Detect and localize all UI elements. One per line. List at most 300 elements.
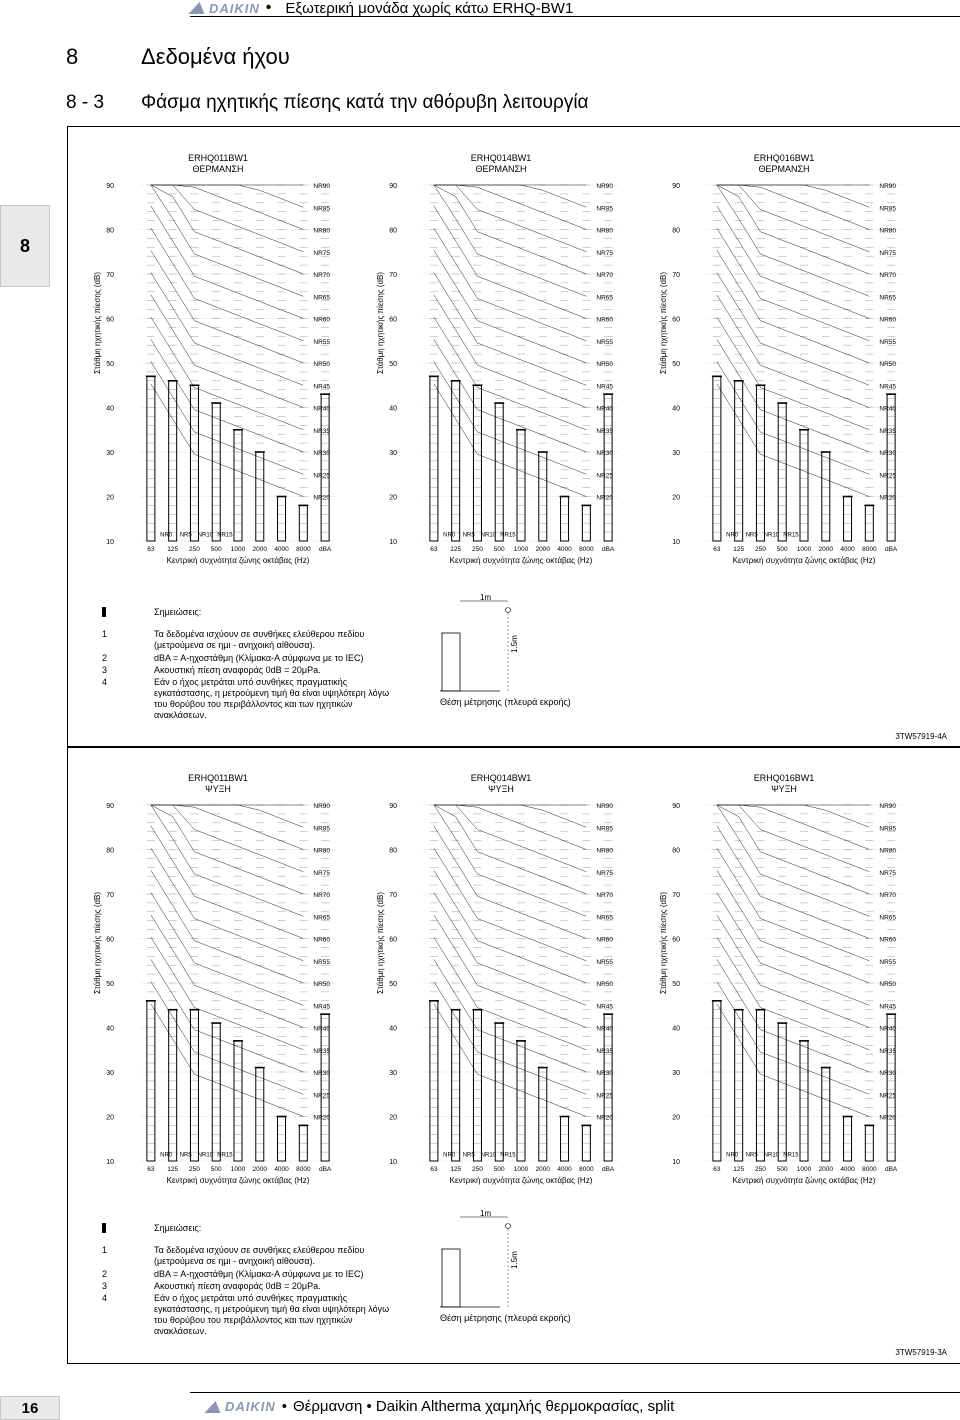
x-axis-label: Κεντρική συχνότητα ζώνης οκτάβας (Hz) bbox=[732, 1176, 876, 1185]
cooling-panel bbox=[67, 746, 960, 1364]
x-tick-label: 500 bbox=[210, 546, 222, 553]
notes-block bbox=[102, 1223, 390, 1343]
bar bbox=[778, 1023, 786, 1161]
nr-label: NR55 bbox=[313, 958, 330, 966]
note-number: 3 bbox=[102, 665, 108, 675]
bar bbox=[430, 376, 438, 541]
nr-curve bbox=[434, 185, 586, 296]
x-tick-label: 125 bbox=[167, 1166, 179, 1173]
nr-label: NR50 bbox=[596, 981, 613, 988]
diagram-caption: Θέση μέτρησης (πλευρά εκροής) bbox=[440, 1313, 571, 1323]
nr-curve bbox=[151, 805, 303, 916]
heating-panel bbox=[67, 126, 960, 748]
y-axis-label: Στάθμη ηχητικής πίεσης (dB) bbox=[93, 272, 102, 374]
nr-curve bbox=[434, 805, 586, 872]
x-tick-label: 2000 bbox=[252, 546, 268, 553]
y-tick-label: 40 bbox=[672, 405, 680, 413]
nr-label: NR0 bbox=[726, 1152, 739, 1159]
nr-curve bbox=[717, 362, 869, 475]
x-tick-label: 63 bbox=[430, 546, 438, 553]
note-text: Τα δεδομένα ισχύουν σε συνθήκες ελεύθερου πεδίου (μετρούμενα σε ημι - ανηχοική αίθουσα). bbox=[154, 629, 365, 650]
nr-label: NR10 bbox=[197, 1152, 214, 1159]
nr-curve bbox=[717, 384, 869, 497]
nr-label: NR30 bbox=[596, 1070, 613, 1077]
nr-curve bbox=[717, 295, 869, 408]
nr-label: NR35 bbox=[596, 427, 613, 435]
y-tick-label: 80 bbox=[106, 847, 114, 855]
bar bbox=[756, 385, 764, 541]
x-tick-label: 63 bbox=[713, 546, 721, 553]
header-title: Εξωτερική μονάδα χωρίς κάτω ERHQ-BW1 bbox=[285, 0, 574, 17]
x-tick-label: 125 bbox=[167, 546, 179, 553]
y-tick-label: 90 bbox=[106, 183, 114, 190]
nr-curve bbox=[717, 959, 869, 1072]
nr-curve bbox=[151, 362, 303, 475]
nr-curve bbox=[434, 805, 586, 916]
nr-curve bbox=[151, 384, 303, 497]
nr-label: NR45 bbox=[879, 1003, 896, 1011]
nr-label: NR55 bbox=[879, 338, 896, 346]
nr-curve bbox=[717, 185, 869, 252]
nr-label: NR80 bbox=[596, 227, 613, 235]
nr-label: NR50 bbox=[313, 981, 330, 988]
nr-label: NR90 bbox=[879, 183, 896, 190]
nr-curve bbox=[151, 805, 303, 850]
chart-title: ERHQ011BW1 bbox=[188, 153, 248, 163]
notes-block bbox=[102, 607, 390, 727]
nr-curve bbox=[151, 185, 303, 296]
x-tick-label: 250 bbox=[189, 1166, 200, 1173]
bar bbox=[778, 403, 786, 541]
y-tick-label: 60 bbox=[389, 316, 397, 324]
nr-curve bbox=[434, 339, 586, 452]
bar bbox=[800, 430, 808, 541]
bar bbox=[212, 403, 220, 541]
x-tick-label: 500 bbox=[776, 546, 788, 553]
nr-label: NR35 bbox=[879, 1047, 896, 1055]
chart-title: ERHQ016BW1 bbox=[753, 773, 815, 783]
y-tick-label: 90 bbox=[389, 803, 397, 810]
y-tick-label: 10 bbox=[106, 1159, 114, 1166]
nr-curve bbox=[434, 937, 586, 1050]
nr-curve bbox=[434, 206, 586, 319]
nr-label: NR40 bbox=[879, 1025, 896, 1033]
y-tick-label: 50 bbox=[389, 981, 397, 988]
dimension-vertical: 1.5m bbox=[510, 635, 519, 653]
bar bbox=[561, 497, 569, 542]
nr-curve bbox=[151, 250, 303, 363]
nr-label: NR10 bbox=[480, 532, 497, 539]
section-number: 8 bbox=[66, 44, 79, 69]
bar bbox=[190, 385, 198, 541]
nr-label: NR85 bbox=[313, 205, 330, 213]
nr-label: NR20 bbox=[313, 494, 330, 502]
nr-label: NR0 bbox=[726, 532, 739, 539]
bar bbox=[887, 1014, 895, 1161]
note-text: Ακουστική πίεση αναφοράς 0dB = 20μPa. bbox=[154, 1281, 321, 1291]
x-tick-label: 250 bbox=[755, 1166, 766, 1173]
x-tick-label: 250 bbox=[472, 1166, 483, 1173]
nr-label: NR55 bbox=[313, 338, 330, 346]
nr-curve bbox=[151, 1004, 303, 1117]
dimension-horizontal: 1m bbox=[480, 1209, 492, 1218]
y-tick-label: 50 bbox=[389, 361, 397, 368]
nr-label: NR90 bbox=[313, 183, 330, 190]
chart-title: ERHQ014BW1 bbox=[470, 153, 532, 163]
nr-label: NR30 bbox=[879, 1070, 896, 1077]
bar bbox=[169, 1010, 177, 1161]
y-tick-label: 70 bbox=[672, 272, 680, 279]
document-id: 3TW57919-4A bbox=[895, 732, 947, 741]
x-tick-label: 8000 bbox=[579, 546, 594, 553]
nr-label: NR85 bbox=[879, 825, 896, 833]
nr-curve bbox=[434, 273, 586, 386]
nr-curve bbox=[151, 893, 303, 1006]
x-tick-label: 2000 bbox=[535, 546, 551, 553]
nr-label: NR55 bbox=[879, 958, 896, 966]
y-tick-label: 40 bbox=[389, 1025, 397, 1033]
nr-label: NR65 bbox=[879, 294, 896, 302]
nr-label: NR15 bbox=[500, 1152, 516, 1159]
nr-label: NR20 bbox=[313, 1114, 330, 1122]
footer-text: Θέρμανση • Daikin Altherma χαμηλής θερμοκρασίας, split bbox=[293, 1398, 675, 1415]
y-tick-label: 90 bbox=[672, 803, 680, 810]
chapter-tab: 8 bbox=[0, 205, 50, 287]
bar bbox=[495, 1023, 503, 1161]
x-tick-label: dBA bbox=[318, 546, 332, 553]
y-axis-label: Στάθμη ηχητικής πίεσης (dB) bbox=[659, 272, 668, 374]
nr-label: NR25 bbox=[596, 472, 613, 480]
nr-label: NR40 bbox=[313, 405, 330, 413]
note-number: 3 bbox=[102, 1281, 108, 1291]
measurement-diagram bbox=[440, 1209, 600, 1339]
nr-curve bbox=[151, 805, 303, 827]
notes-marker bbox=[102, 607, 106, 617]
nr-label: NR20 bbox=[596, 494, 613, 502]
nr-label: NR80 bbox=[596, 847, 613, 855]
bar bbox=[495, 403, 503, 541]
y-tick-label: 20 bbox=[389, 1114, 397, 1122]
y-tick-label: 70 bbox=[106, 272, 114, 279]
nr-label: NR10 bbox=[197, 532, 214, 539]
nr-curve bbox=[151, 185, 303, 207]
nr-curve bbox=[434, 185, 586, 230]
x-tick-label: 4000 bbox=[840, 1166, 855, 1173]
nr-label: NR35 bbox=[313, 427, 330, 435]
y-tick-label: 40 bbox=[106, 1025, 114, 1033]
note-text: Εάν ο ήχος μετράται υπό συνθήκες πραγματικής εγκατάστασης, η μετρούμενη τιμή θα είναι υψηλότερη λόγω του θορύβου του περιβάλλοντος και των ηχητικών ανακλάσεων. bbox=[154, 677, 390, 720]
x-tick-label: 4000 bbox=[274, 1166, 289, 1173]
nr-label: NR5 bbox=[179, 1152, 192, 1159]
nr-curve bbox=[717, 185, 869, 230]
bar bbox=[756, 1010, 764, 1161]
nr-label: NR35 bbox=[879, 427, 896, 435]
bar bbox=[256, 1068, 264, 1161]
nr-label: NR75 bbox=[596, 869, 613, 877]
nr-label: NR90 bbox=[596, 183, 613, 190]
nr-curve bbox=[717, 915, 869, 1028]
nr-label: NR75 bbox=[879, 249, 896, 257]
nr-label: NR45 bbox=[596, 1003, 613, 1011]
nr-label: NR45 bbox=[313, 1003, 330, 1011]
nr-curve bbox=[434, 893, 586, 1006]
nr-curve bbox=[434, 185, 586, 252]
y-tick-label: 70 bbox=[672, 892, 680, 899]
section-title: Δεδομένα ήχου bbox=[141, 44, 290, 69]
nr-label: NR50 bbox=[313, 361, 330, 368]
y-tick-label: 70 bbox=[389, 892, 397, 899]
chart-title: ΘΕΡΜΑΝΣΗ bbox=[475, 164, 527, 174]
note-number: 2 bbox=[102, 1269, 108, 1279]
y-tick-label: 70 bbox=[389, 272, 397, 279]
nr-label: NR20 bbox=[596, 1114, 613, 1122]
bar bbox=[800, 1041, 808, 1161]
nr-curve bbox=[151, 317, 303, 430]
x-axis-label: Κεντρική συχνότητα ζώνης οκτάβας (Hz) bbox=[449, 1176, 593, 1185]
nr-label: NR15 bbox=[783, 532, 799, 539]
nr-label: NR75 bbox=[596, 249, 613, 257]
x-tick-label: 4000 bbox=[557, 546, 572, 553]
nr-label: NR85 bbox=[596, 205, 613, 213]
nr-label: NR15 bbox=[217, 1152, 233, 1159]
nr-label: NR80 bbox=[879, 227, 896, 235]
x-tick-label: dBA bbox=[318, 1166, 332, 1173]
nr-label: NR70 bbox=[879, 272, 896, 279]
nr-curve bbox=[717, 339, 869, 452]
x-tick-label: 500 bbox=[210, 1166, 222, 1173]
nr-curve bbox=[151, 228, 303, 341]
note-number: 2 bbox=[102, 653, 108, 663]
y-tick-label: 20 bbox=[106, 1114, 114, 1122]
notes-heading: Σημειώσεις: bbox=[154, 1223, 202, 1233]
nr-label: NR10 bbox=[480, 1152, 497, 1159]
nr-label: NR30 bbox=[879, 450, 896, 457]
nr-label: NR40 bbox=[313, 1025, 330, 1033]
nr-curve bbox=[151, 937, 303, 1050]
nr-curve bbox=[717, 805, 869, 850]
x-tick-label: 8000 bbox=[296, 1166, 311, 1173]
nr-label: NR65 bbox=[596, 914, 613, 922]
bar bbox=[147, 376, 155, 541]
nr-curve bbox=[434, 805, 586, 827]
bar bbox=[473, 1010, 481, 1161]
y-axis-label: Στάθμη ηχητικής πίεσης (dB) bbox=[376, 272, 385, 374]
nr-curve bbox=[717, 826, 869, 939]
nr-label: NR60 bbox=[596, 936, 613, 944]
x-tick-label: 2000 bbox=[535, 1166, 551, 1173]
nr-label: NR75 bbox=[313, 869, 330, 877]
bar bbox=[822, 1068, 830, 1161]
x-tick-label: 125 bbox=[450, 1166, 462, 1173]
x-tick-label: 2000 bbox=[252, 1166, 268, 1173]
nr-curve bbox=[717, 848, 869, 961]
nr-curve bbox=[717, 317, 869, 430]
x-tick-label: 8000 bbox=[862, 546, 877, 553]
y-tick-label: 40 bbox=[389, 405, 397, 413]
nr-curve bbox=[717, 1004, 869, 1117]
bar bbox=[517, 430, 525, 541]
nr-label: NR85 bbox=[879, 205, 896, 213]
bar bbox=[887, 394, 895, 541]
nr-label: NR0 bbox=[160, 532, 173, 539]
y-tick-label: 80 bbox=[389, 847, 397, 855]
y-tick-label: 80 bbox=[106, 227, 114, 235]
y-axis-label: Στάθμη ηχητικής πίεσης (dB) bbox=[93, 892, 102, 994]
bar bbox=[278, 497, 286, 542]
nr-label: NR60 bbox=[313, 936, 330, 944]
nr-curve bbox=[434, 870, 586, 983]
y-tick-label: 80 bbox=[672, 847, 680, 855]
nr-curve bbox=[151, 826, 303, 939]
nr-curve bbox=[151, 206, 303, 319]
bar bbox=[604, 394, 612, 541]
nr-curve bbox=[151, 185, 303, 230]
nr-curve bbox=[151, 959, 303, 1072]
nr-label: NR5 bbox=[745, 532, 758, 539]
nr-label: NR40 bbox=[879, 405, 896, 413]
bar bbox=[539, 1068, 547, 1161]
nr-label: NR65 bbox=[313, 914, 330, 922]
chart-title: ΨΥΞΗ bbox=[205, 784, 231, 794]
nr-label: NR60 bbox=[879, 316, 896, 324]
nr-label: NR60 bbox=[879, 936, 896, 944]
nr-label: NR5 bbox=[462, 532, 475, 539]
bar bbox=[844, 1117, 852, 1162]
nr-curve bbox=[151, 805, 303, 872]
heating-charts bbox=[68, 127, 960, 587]
cooling-charts bbox=[68, 747, 960, 1207]
dimension-horizontal: 1m bbox=[480, 593, 492, 602]
nr-label: NR55 bbox=[596, 958, 613, 966]
y-tick-label: 10 bbox=[106, 539, 114, 546]
nr-label: NR60 bbox=[313, 316, 330, 324]
y-tick-label: 70 bbox=[106, 892, 114, 899]
x-tick-label: 63 bbox=[147, 1166, 155, 1173]
x-tick-label: 500 bbox=[776, 1166, 788, 1173]
y-tick-label: 30 bbox=[672, 1070, 680, 1077]
measurement-diagram bbox=[440, 593, 600, 723]
nr-curve bbox=[434, 826, 586, 939]
bar bbox=[190, 1010, 198, 1161]
nr-label: NR30 bbox=[313, 450, 330, 457]
nr-label: NR10 bbox=[763, 532, 780, 539]
subsection-number: 8 - 3 bbox=[66, 92, 105, 113]
nr-curve bbox=[717, 982, 869, 1095]
bar bbox=[713, 376, 721, 541]
bar bbox=[735, 1010, 743, 1161]
nr-label: NR80 bbox=[313, 847, 330, 855]
bar bbox=[844, 497, 852, 542]
nr-curve bbox=[717, 185, 869, 296]
y-tick-label: 30 bbox=[672, 450, 680, 457]
nr-curve bbox=[434, 228, 586, 341]
daikin-logo: DAIKIN bbox=[190, 1, 260, 16]
nr-label: NR65 bbox=[313, 294, 330, 302]
nr-curve bbox=[151, 848, 303, 961]
nr-label: NR85 bbox=[313, 825, 330, 833]
nr-label: NR55 bbox=[596, 338, 613, 346]
nr-label: NR45 bbox=[879, 383, 896, 391]
x-tick-label: 500 bbox=[493, 1166, 505, 1173]
nr-curve bbox=[434, 295, 586, 408]
nr-label: NR25 bbox=[313, 472, 330, 480]
x-tick-label: 125 bbox=[733, 546, 745, 553]
bar bbox=[234, 1041, 242, 1161]
measurement-diagram-drawing bbox=[440, 1209, 600, 1309]
nr-curve bbox=[717, 250, 869, 363]
x-tick-label: dBA bbox=[884, 546, 898, 553]
nr-curve bbox=[717, 893, 869, 1006]
document-id: 3TW57919-3A bbox=[895, 1348, 947, 1357]
nr-curve bbox=[434, 848, 586, 961]
x-tick-label: 250 bbox=[755, 546, 766, 553]
nr-label: NR70 bbox=[596, 892, 613, 899]
subsection-title: Φάσμα ηχητικής πίεσης κατά την αθόρυβη λειτουργία bbox=[141, 92, 589, 113]
page-number: 16 bbox=[0, 1396, 60, 1420]
nr-curve bbox=[151, 295, 303, 408]
y-tick-label: 10 bbox=[672, 539, 680, 546]
note-number: 1 bbox=[102, 629, 108, 639]
x-tick-label: 8000 bbox=[579, 1166, 594, 1173]
nr-label: NR65 bbox=[879, 914, 896, 922]
y-tick-label: 20 bbox=[672, 1114, 680, 1122]
note-text: dBA = A-ηχοστάθμη (Κλίμακα-A σύμφωνα με το IEC) bbox=[154, 653, 364, 663]
nr-curve bbox=[717, 805, 869, 916]
nr-curve bbox=[434, 362, 586, 475]
diagram-caption: Θέση μέτρησης (πλευρά εκροής) bbox=[440, 697, 571, 707]
y-tick-label: 90 bbox=[389, 183, 397, 190]
nr-curve bbox=[151, 339, 303, 452]
x-tick-label: 63 bbox=[430, 1166, 438, 1173]
x-axis-label: Κεντρική συχνότητα ζώνης οκτάβας (Hz) bbox=[732, 556, 876, 565]
nr-label: NR20 bbox=[879, 1114, 896, 1122]
nr-curve bbox=[151, 982, 303, 1095]
nr-curve bbox=[434, 805, 586, 850]
nr-label: NR80 bbox=[313, 227, 330, 235]
nr-label: NR40 bbox=[596, 1025, 613, 1033]
x-tick-label: dBA bbox=[601, 1166, 615, 1173]
nr-label: NR10 bbox=[763, 1152, 780, 1159]
nr-curve bbox=[151, 185, 303, 252]
nr-curve bbox=[717, 937, 869, 1050]
nr-label: NR0 bbox=[443, 532, 456, 539]
y-tick-label: 50 bbox=[106, 981, 114, 988]
bar bbox=[321, 394, 329, 541]
chart-title: ERHQ014BW1 bbox=[470, 773, 532, 783]
note-text: Εάν ο ήχος μετράται υπό συνθήκες πραγματικής εγκατάστασης, η μετρούμενη τιμή θα είναι υψηλότερη λόγω του θορύβου του περιβάλλοντος και των ηχητικών ανακλάσεων. bbox=[154, 1293, 390, 1336]
bar bbox=[212, 1023, 220, 1161]
nr-curve bbox=[434, 185, 586, 207]
nr-curve bbox=[434, 384, 586, 497]
x-tick-label: 1000 bbox=[796, 546, 812, 553]
note-text: Ακουστική πίεση αναφοράς 0dB = 20μPa. bbox=[154, 665, 321, 675]
y-tick-label: 30 bbox=[106, 1070, 114, 1077]
y-tick-label: 80 bbox=[672, 227, 680, 235]
nr-curve bbox=[434, 959, 586, 1072]
nr-curve bbox=[717, 228, 869, 341]
x-tick-label: 63 bbox=[147, 546, 155, 553]
y-tick-label: 20 bbox=[106, 494, 114, 502]
nr-label: NR50 bbox=[879, 981, 896, 988]
nr-label: NR70 bbox=[313, 892, 330, 899]
y-tick-label: 90 bbox=[672, 183, 680, 190]
nr-label: NR5 bbox=[179, 532, 192, 539]
nr-label: NR0 bbox=[443, 1152, 456, 1159]
nr-label: NR30 bbox=[596, 450, 613, 457]
x-tick-label: 500 bbox=[493, 546, 505, 553]
x-tick-label: 8000 bbox=[862, 1166, 877, 1173]
nr-label: NR5 bbox=[462, 1152, 475, 1159]
